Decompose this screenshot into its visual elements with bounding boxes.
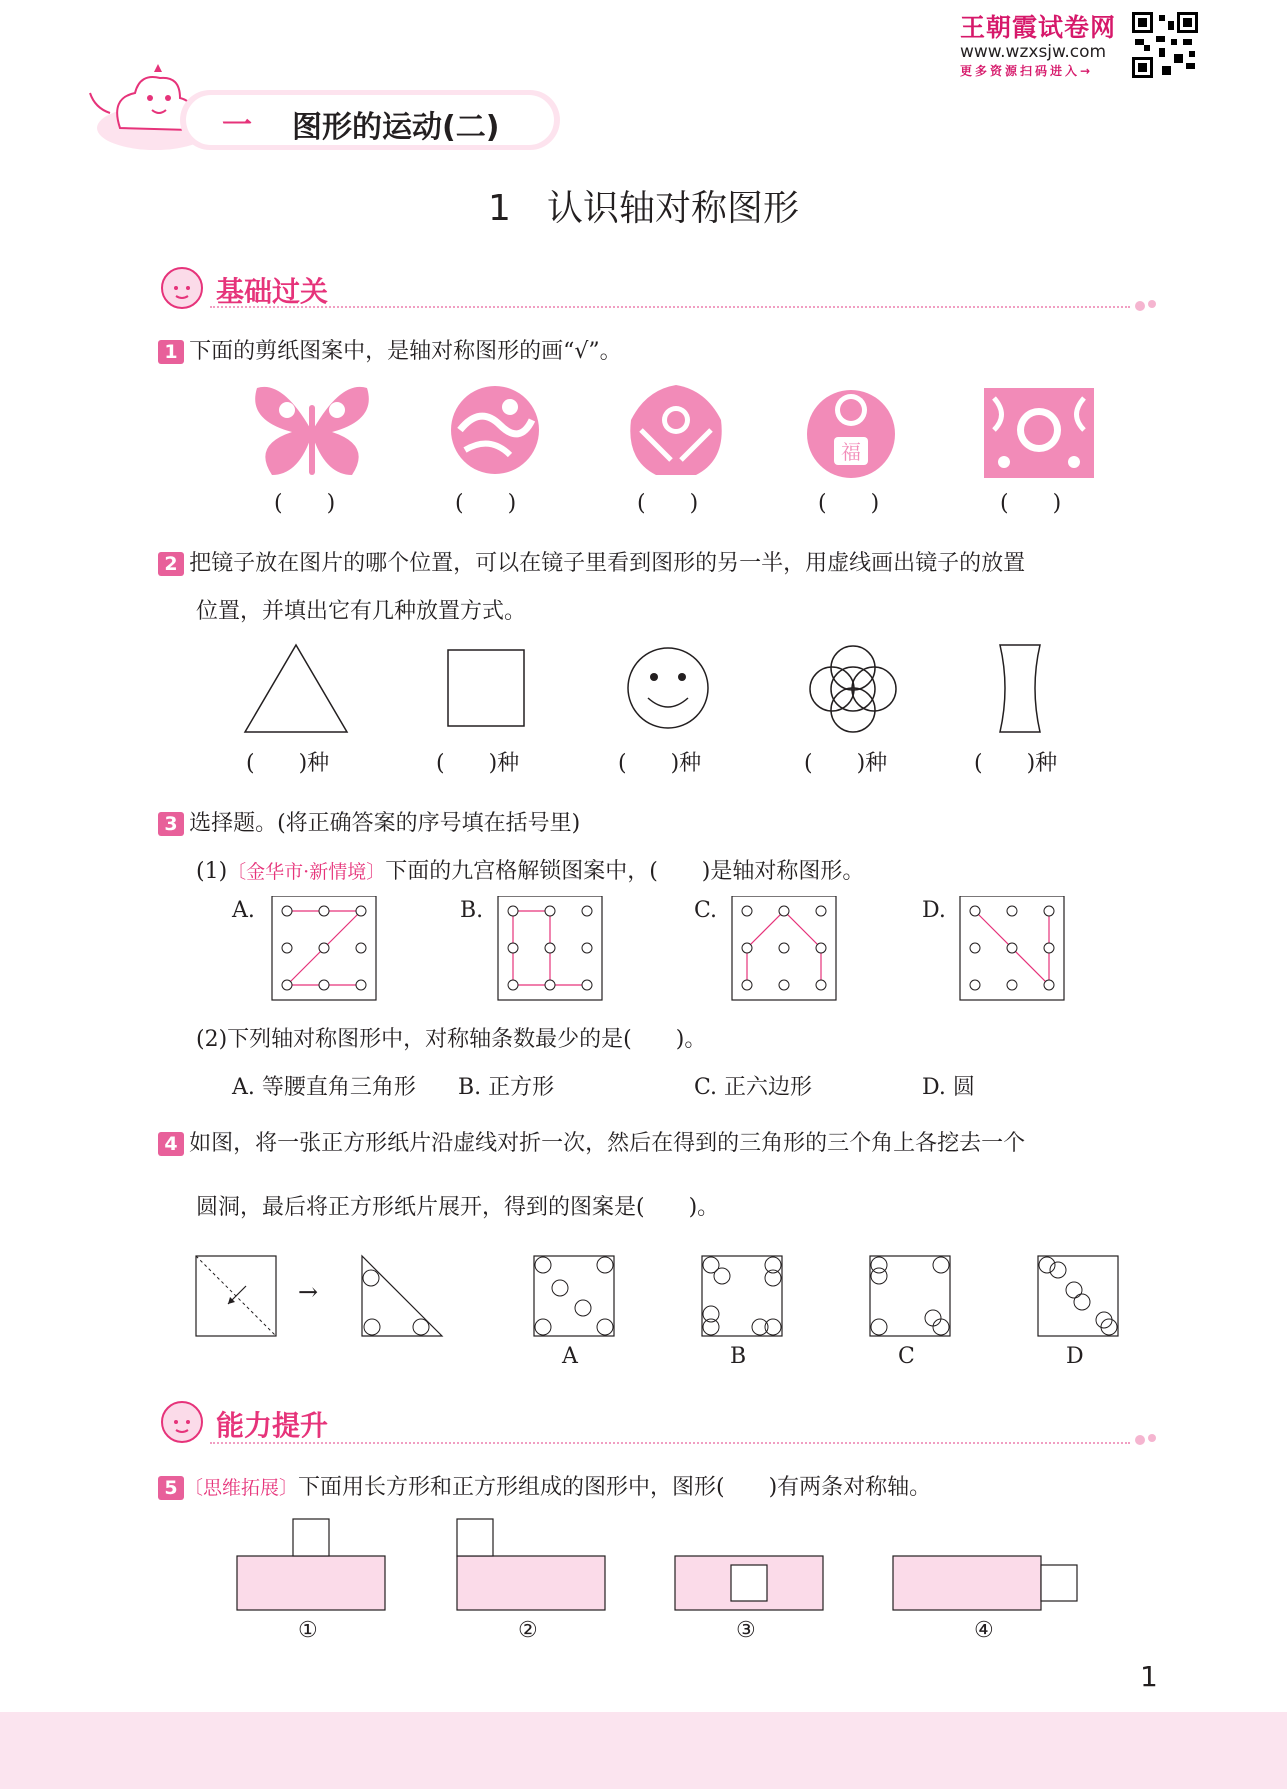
smiley-face-shape — [628, 648, 708, 728]
q1-number: 1 — [158, 340, 184, 364]
q3-part1-tag: 〔金华市·新情境〕 — [227, 861, 386, 883]
unit-number: 一 — [222, 108, 252, 143]
q1-answer-2[interactable]: ( ) — [455, 491, 517, 516]
q5-figures — [236, 1518, 1086, 1614]
four-circle-flower-shape — [810, 646, 896, 732]
q4 — [158, 1126, 1025, 1157]
q3-part1-text: 下面的九宫格解锁图案中，( )是轴对称图形。 — [385, 859, 865, 884]
q1-papercuts — [240, 380, 1100, 480]
qr-code-icon[interactable] — [1132, 12, 1198, 78]
q1-answer-4[interactable]: ( ) — [818, 491, 880, 516]
q3-part2-text: (2)下列轴对称图形中，对称轴条数最少的是( )。 — [196, 1027, 707, 1052]
grid-option-a — [272, 896, 376, 1000]
q4-number: 4 — [158, 1132, 184, 1156]
brand-url[interactable]: www.wzxsjw.com — [960, 42, 1107, 62]
section-advanced-title: 能力提升 — [216, 1409, 329, 1442]
figure-4 — [893, 1556, 1077, 1610]
q3-text: 选择题。(将正确答案的序号填在括号里) — [189, 811, 581, 836]
q3-part2-option-a: A. 等腰直角三角形 — [232, 1075, 416, 1100]
svg-text:福: 福 — [841, 440, 861, 464]
q3-grid-patterns — [270, 896, 1070, 1002]
q4-option-d: D — [1066, 1344, 1084, 1369]
q3 — [158, 806, 580, 837]
q4-option-a: A — [562, 1344, 578, 1369]
q5-number: 5 — [158, 1476, 184, 1500]
figure-3 — [675, 1556, 823, 1610]
grid-option-d — [960, 896, 1064, 1000]
butterfly-papercut-icon — [255, 387, 369, 475]
fu-child-papercut-icon — [807, 390, 895, 478]
footer-band — [0, 1712, 1287, 1789]
q4-arrow: → — [298, 1278, 319, 1306]
q2-text-line2: 位置，并填出它有几种放置方式。 — [196, 599, 527, 624]
q5-label-3: ③ — [736, 1618, 756, 1643]
q5 — [158, 1470, 931, 1501]
q1-text: 下面的剪纸图案中，是轴对称图形的画“√”。 — [189, 339, 622, 364]
unit-title: 图形的运动(二) — [292, 110, 500, 145]
q3-part1-prefix: (1) — [196, 859, 228, 884]
folded-square-figure — [196, 1256, 276, 1336]
q5-tag: 〔思维拓展〕 — [184, 1477, 299, 1499]
q3-part1 — [196, 854, 864, 885]
q3-number: 3 — [158, 812, 184, 836]
q4-option-b: B — [730, 1344, 747, 1369]
section-girl-icon — [158, 266, 206, 310]
section-boy-icon — [158, 1400, 206, 1444]
q5-label-2: ② — [518, 1618, 538, 1643]
option-b-figure — [702, 1256, 782, 1336]
figure-1 — [237, 1519, 385, 1610]
brand-block — [960, 8, 1130, 79]
q2-shapes — [240, 640, 1080, 740]
q4-text-line1: 如图，将一张正方形纸片沿虚线对折一次，然后在得到的三角形的三个角上各挖去一个 — [189, 1131, 1026, 1156]
q2-number: 2 — [158, 552, 184, 576]
q2-answer-5[interactable]: ( )种 — [974, 751, 1058, 776]
q1-answer-5[interactable]: ( ) — [1000, 491, 1062, 516]
q2-answer-4[interactable]: ( )种 — [804, 751, 888, 776]
dots-icon — [1134, 296, 1160, 316]
brand-name: 王朝霞试卷网 — [960, 13, 1117, 42]
q2 — [158, 546, 1025, 577]
page-number: 1 — [1140, 1660, 1158, 1693]
q4-option-c: C — [898, 1344, 915, 1369]
option-c-figure — [870, 1256, 950, 1336]
q4-text-line2: 圆洞，最后将正方形纸片展开，得到的图案是( )。 — [196, 1195, 720, 1220]
brand-more: 更多资源扫码进入→ — [960, 64, 1094, 78]
section-divider — [210, 306, 1130, 308]
triangle-shape — [245, 645, 347, 732]
triangle-with-holes-figure — [362, 1256, 442, 1336]
q5-text: 下面用长方形和正方形组成的图形中，图形( )有两条对称轴。 — [298, 1475, 932, 1500]
q2-answer-3[interactable]: ( )种 — [618, 751, 702, 776]
q2-text-line1: 把镜子放在图片的哪个位置，可以在镜子里看到图形的另一半，用虚线画出镜子的放置 — [189, 551, 1026, 576]
section-basic-title: 基础过关 — [216, 275, 329, 308]
q3-part2-option-c: C. 正六边形 — [694, 1075, 813, 1100]
q3-option-a-label: A. — [232, 898, 255, 923]
q1 — [158, 334, 622, 365]
q2-answer-1[interactable]: ( )种 — [246, 751, 330, 776]
q3-option-d-label: D. — [922, 898, 946, 923]
q5-label-1: ① — [298, 1618, 318, 1643]
q3-option-b-label: B. — [460, 898, 484, 923]
grid-option-b — [498, 896, 602, 1000]
flower-papercut-icon — [984, 388, 1094, 478]
cloud-circle-papercut-icon — [451, 386, 539, 474]
q1-answer-3[interactable]: ( ) — [637, 491, 699, 516]
fish-figure-papercut-icon — [630, 385, 721, 475]
q3-option-c-label: C. — [694, 898, 718, 923]
q2-answer-2[interactable]: ( )种 — [436, 751, 520, 776]
figure-2 — [457, 1519, 605, 1610]
q1-answer-1[interactable]: ( ) — [274, 491, 336, 516]
square-shape — [448, 650, 524, 726]
grid-option-c — [732, 896, 836, 1000]
q4-fold-figures — [192, 1252, 1122, 1338]
section-divider — [210, 1442, 1130, 1444]
option-a-figure — [534, 1256, 614, 1336]
q5-label-4: ④ — [974, 1618, 994, 1643]
q3-part2-option-b: B. 正方形 — [458, 1075, 555, 1100]
lesson-title: 1 认识轴对称图形 — [488, 188, 799, 229]
dots-icon — [1134, 1430, 1160, 1450]
hourglass-shape — [1000, 645, 1040, 732]
option-d-figure — [1038, 1256, 1118, 1336]
q3-part2-option-d: D. 圆 — [922, 1075, 975, 1100]
